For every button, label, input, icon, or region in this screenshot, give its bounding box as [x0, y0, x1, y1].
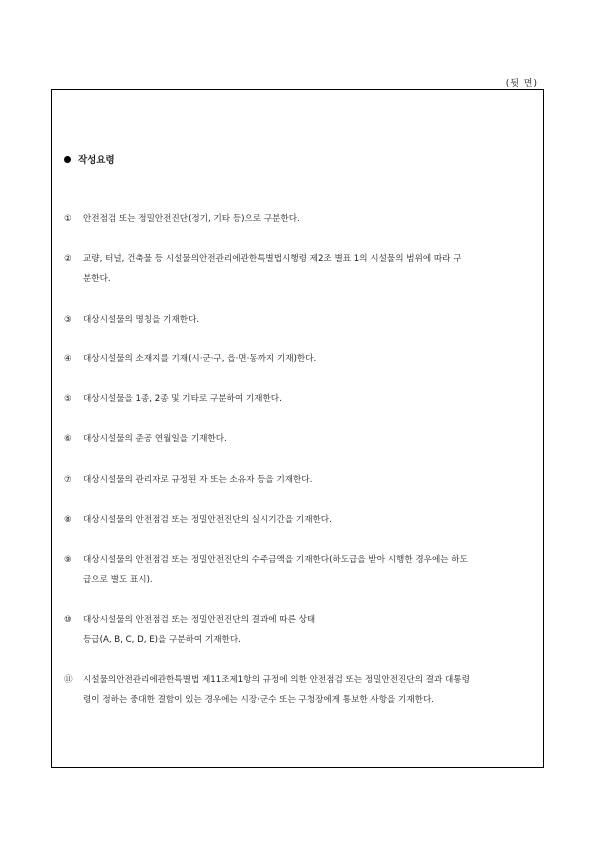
item-text-line-1: 교량, 터널, 건축물 등 시설물의안전관리에관한특별법시행령 제2조 별표 1의 시설물의 범위에 따라 구: [83, 254, 462, 264]
item-text-line-1: 대상시설물의 안전점검 또는 정밀안전진단의 수주금액을 기재한다(하도급을 받아 시행한 경우에는 하도: [83, 555, 468, 565]
item-text-line-2: 령이 정하는 중대한 결함이 있는 경우에는 시장·군수 또는 구청장에게 통보한 사항을 기재한다.: [83, 695, 434, 705]
instruction-item-9: [64, 550, 531, 590]
instructions-box: [51, 89, 544, 768]
item-number: ⑧: [64, 515, 72, 525]
item-number: ⑥: [64, 434, 72, 444]
item-number: ①: [64, 214, 72, 224]
item-text: 대상시설물의 관리자로 규정된 자 또는 소유자 등을 기재한다.: [83, 475, 313, 485]
item-number: ⑩: [64, 615, 72, 625]
instruction-item-8: [64, 510, 531, 530]
item-number: ⑤: [64, 394, 72, 404]
item-number: ④: [64, 354, 72, 364]
item-text: 대상시설물을 1종, 2종 및 기타로 구분하여 기재한다.: [83, 394, 282, 404]
item-number: ⑨: [64, 555, 72, 565]
item-number: ⑦: [64, 475, 72, 485]
instruction-item-4: [64, 349, 531, 369]
item-text-line-1: 대상시설물의 안전점검 또는 정밀안전진단의 결과에 따른 상태: [83, 615, 316, 625]
heading-text: 작성요령: [78, 155, 115, 166]
item-text-line-2: 등급(A, B, C, D, E)을 구분하여 기재한다.: [83, 635, 241, 645]
item-text-line-2: 급으로 별도 표시).: [83, 575, 153, 585]
instruction-item-5: [64, 389, 531, 409]
item-number: ⑪: [64, 675, 73, 685]
item-text-line-1: 시설물의안전관리에관한특별법 제11조제1항의 규정에 의한 안전점검 또는 정밀안전진단의 결과 대통령: [83, 675, 470, 685]
item-text: 안전점검 또는 정밀안전진단(정기, 기타 등)으로 구분한다.: [83, 214, 300, 224]
instruction-item-10: [64, 610, 531, 650]
instruction-item-7: [64, 470, 531, 490]
section-heading: [64, 152, 115, 166]
filled-circle-bullet-icon: [64, 156, 71, 163]
instruction-item-11: [64, 670, 531, 710]
item-number: ②: [64, 254, 72, 264]
instruction-item-1: [64, 209, 531, 229]
instruction-item-3: [64, 310, 531, 330]
item-text: 대상시설물의 안전점검 또는 정밀안전진단의 실시기간을 기재한다.: [83, 515, 332, 525]
instruction-item-6: [64, 429, 531, 449]
item-number: ③: [64, 315, 72, 325]
item-text: 대상시설물의 준공 연월일을 기재한다.: [83, 434, 227, 444]
page-side-label: (뒷 면): [505, 79, 538, 89]
item-text: 대상시설물의 명칭을 기재한다.: [83, 315, 200, 325]
item-text: 대상시설물의 소재지를 기재(시·군·구, 읍·면·동까지 기재)한다.: [83, 354, 317, 364]
instruction-item-2: [64, 249, 531, 289]
item-text-line-2: 분한다.: [83, 274, 111, 284]
